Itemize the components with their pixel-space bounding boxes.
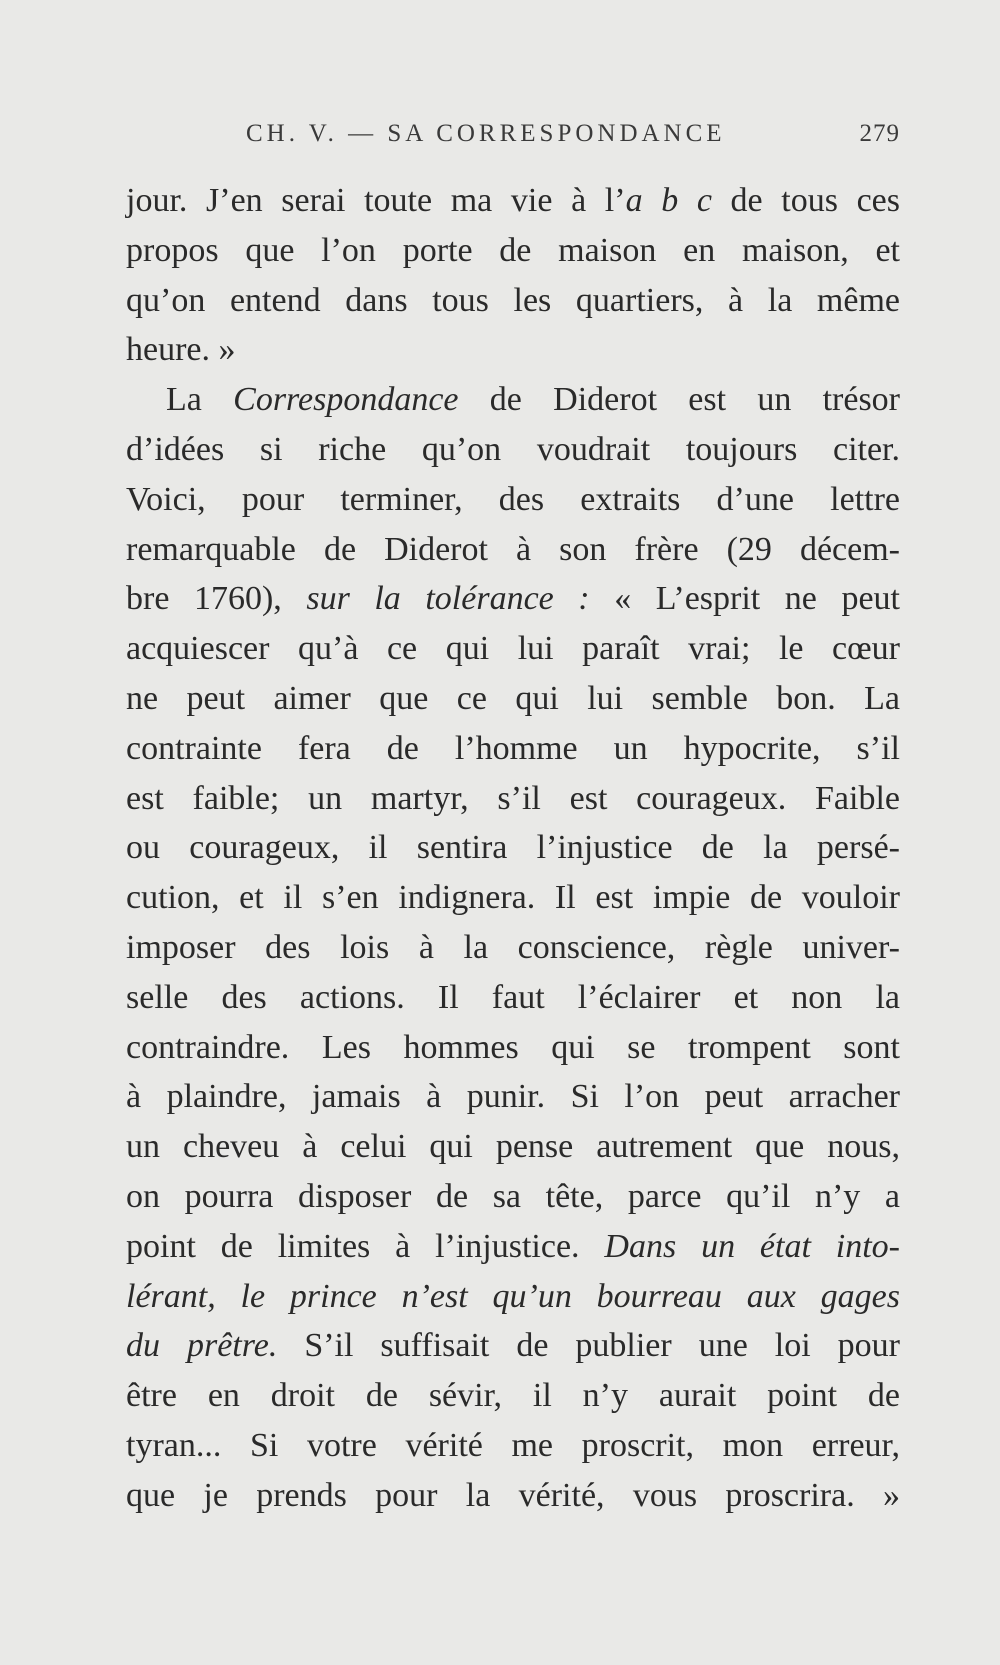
text-line: heure. » [126, 331, 236, 369]
text-line: d’idées si riche qu’on voudrait toujours citer. [126, 430, 900, 468]
page-number: 279 [859, 120, 900, 147]
text-line: être en droit de sévir, il n’y aurait point de [126, 1377, 900, 1415]
text-line: imposer des lois à la conscience, règle univer- [126, 928, 900, 966]
italic-emphasis: a b c [625, 182, 712, 219]
body-text [126, 176, 900, 1521]
text-line: un cheveu à celui qui pense autrement que nous, [126, 1128, 900, 1166]
text-line: contraindre. Les hommes qui se trompent sont [126, 1028, 900, 1066]
text-line: selle des actions. Il faut l’éclairer et non la [126, 978, 900, 1016]
italic-emphasis: Correspondance [233, 381, 459, 419]
text-line: remarquable de Diderot à son frère (29 décem- [126, 530, 900, 568]
running-head [246, 120, 906, 160]
text-line: qu’on entend dans tous les quartiers, à la même [126, 281, 900, 319]
text-line: on pourra disposer de sa tête, parce qu’il n’y a [126, 1177, 900, 1215]
italic-emphasis: sur la tolérance : [306, 580, 590, 618]
text-line: ou courageux, il sentira l’injustice de la persé- [126, 829, 900, 867]
text-line: tyran... Si votre vérité me proscrit, mon erreur, [126, 1426, 900, 1464]
text-line: jour. J’en serai toute ma vie à l’a b c de tous ces [126, 182, 900, 219]
chapter-title: CH. V. — SA CORRESPONDANCE [246, 120, 726, 147]
text-line: contrainte fera de l’homme un hypocrite, s’il [126, 729, 900, 767]
text-line: propos que l’on porte de maison en maison, et [126, 231, 900, 269]
italic-emphasis: du prêtre. [126, 1327, 278, 1365]
text-line: que je prends pour la vérité, vous proscrira. » [126, 1476, 900, 1514]
italic-emphasis: lérant, le prince n’est qu’un bourreau aux gages [126, 1277, 900, 1315]
text-line: ne peut aimer que ce qui lui semble bon. La [126, 679, 900, 717]
paragraph-start-line: La Correspondance de Diderot est un trésor [166, 381, 901, 419]
text-line: est faible; un martyr, s’il est courageux. Faible [126, 779, 900, 817]
text-line: cution, et il s’en indignera. Il est impie de vouloir [126, 879, 900, 917]
text-line: acquiescer qu’à ce qui lui paraît vrai; le cœur [126, 630, 900, 668]
text-line: bre 1760), sur la tolérance : « L’esprit ne peut [126, 580, 900, 618]
text-line [126, 1272, 900, 1322]
text-line: du prêtre. S’il suffisait de publier une loi pour [126, 1327, 900, 1365]
italic-emphasis: Dans un état into- [604, 1227, 900, 1265]
text-line: à plaindre, jamais à punir. Si l’on peut arracher [126, 1078, 900, 1116]
text-line: Voici, pour terminer, des extraits d’une lettre [126, 480, 900, 518]
text-line: point de limites à l’injustice. Dans un état into- [126, 1227, 900, 1265]
